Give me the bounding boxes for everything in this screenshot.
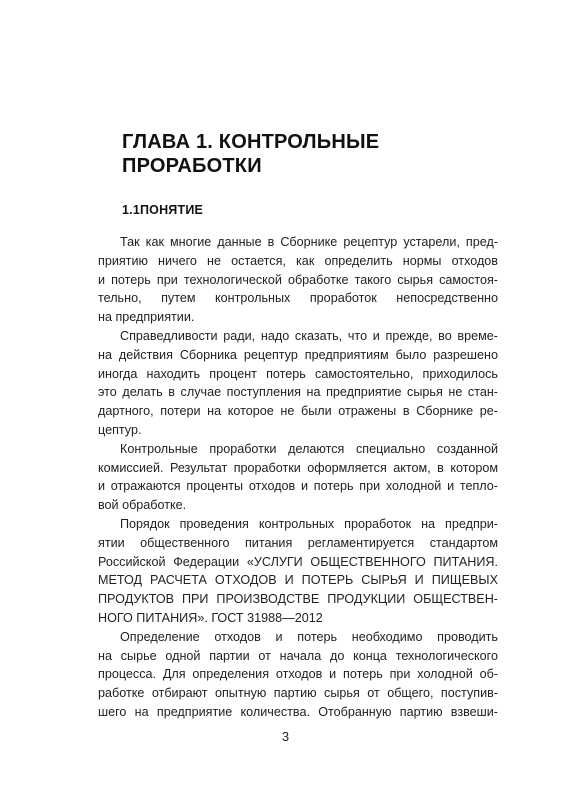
paragraph: [98, 440, 498, 515]
paragraph: [98, 628, 498, 722]
chapter-title: [122, 130, 502, 178]
page-number: 3: [281, 729, 290, 744]
paragraph-line: приятию ничего не остается, как определить нормы отходов: [98, 253, 498, 268]
paragraph-line: дартного, потери на которое не были отражены в Сборнике ре-: [98, 404, 498, 419]
paragraph-line: тельно, путем контрольных проработок непосредственно: [98, 291, 498, 306]
section-title: 1.1ПОНЯТИЕ: [122, 203, 204, 217]
paragraph-line: цептур.: [98, 422, 142, 437]
paragraph: [98, 515, 498, 628]
paragraph-line: это делать в случае поступления на предприятие сырья не стан-: [98, 385, 498, 400]
paragraph-line: на сырье одной партии от начала до конца технологического: [98, 648, 498, 663]
paragraph-line: НОГО ПИТАНИЯ». ГОСТ 31988—2012: [98, 610, 323, 625]
body-text: [98, 233, 498, 722]
paragraph-line: комиссией. Результат проработки оформляется актом, в котором: [98, 460, 498, 475]
paragraph-line: шего на предприятие количества. Отобранную партию взвеши-: [98, 704, 498, 719]
paragraph-line: работке отбирают опытную партию сырья от общего, поступив-: [98, 686, 498, 701]
paragraph: [98, 327, 498, 440]
paragraph-line: МЕТОД РАСЧЕТА ОТХОДОВ И ПОТЕРЬ СЫРЬЯ И ПИЩЕВЫХ: [98, 573, 498, 588]
paragraph-line: на предприятии.: [98, 310, 195, 325]
paragraph-line: ятии общественного питания регламентируется стандартом: [98, 535, 498, 550]
paragraph-line: Порядок проведения контрольных проработок на предпри-: [120, 516, 498, 531]
paragraph-line: Так как многие данные в Сборнике рецептур устарели, пред-: [120, 235, 498, 249]
paragraph-line: процесса. Для определения отходов и потерь при холодной об-: [98, 667, 498, 682]
paragraph-line: и отражаются проценты отходов и потерь при холодной и тепло-: [98, 479, 498, 494]
paragraph-line: Контрольные проработки делаются специально созданной: [120, 441, 498, 456]
chapter-title-line-1: ГЛАВА 1. КОНТРОЛЬНЫЕ: [122, 131, 380, 153]
paragraph-line: Справедливости ради, надо сказать, что и прежде, во време-: [120, 328, 498, 343]
paragraph-line: ПРОДУКТОВ ПРИ ПРОИЗВОДСТВЕ ПРОДУКЦИИ ОБЩЕСТВЕН-: [98, 592, 498, 607]
paragraph-line: Российской Федерации «УСЛУГИ ОБЩЕСТВЕННОГО ПИТАНИЯ.: [98, 554, 498, 569]
paragraph-line: Определение отходов и потерь необходимо проводить: [120, 629, 498, 644]
paragraph-line: вой обработке.: [98, 498, 187, 513]
paragraph: [98, 233, 498, 327]
paragraph-line: иногда находить процент потерь самостоятельно, приходилось: [98, 366, 498, 381]
paragraph-line: и потерь при технологической обработке такого сырья самостоя-: [98, 272, 498, 287]
chapter-title-line-2: ПРОРАБОТКИ: [122, 155, 262, 177]
paragraph-line: на действия Сборника рецептур предприятиям было разрешено: [98, 347, 498, 362]
